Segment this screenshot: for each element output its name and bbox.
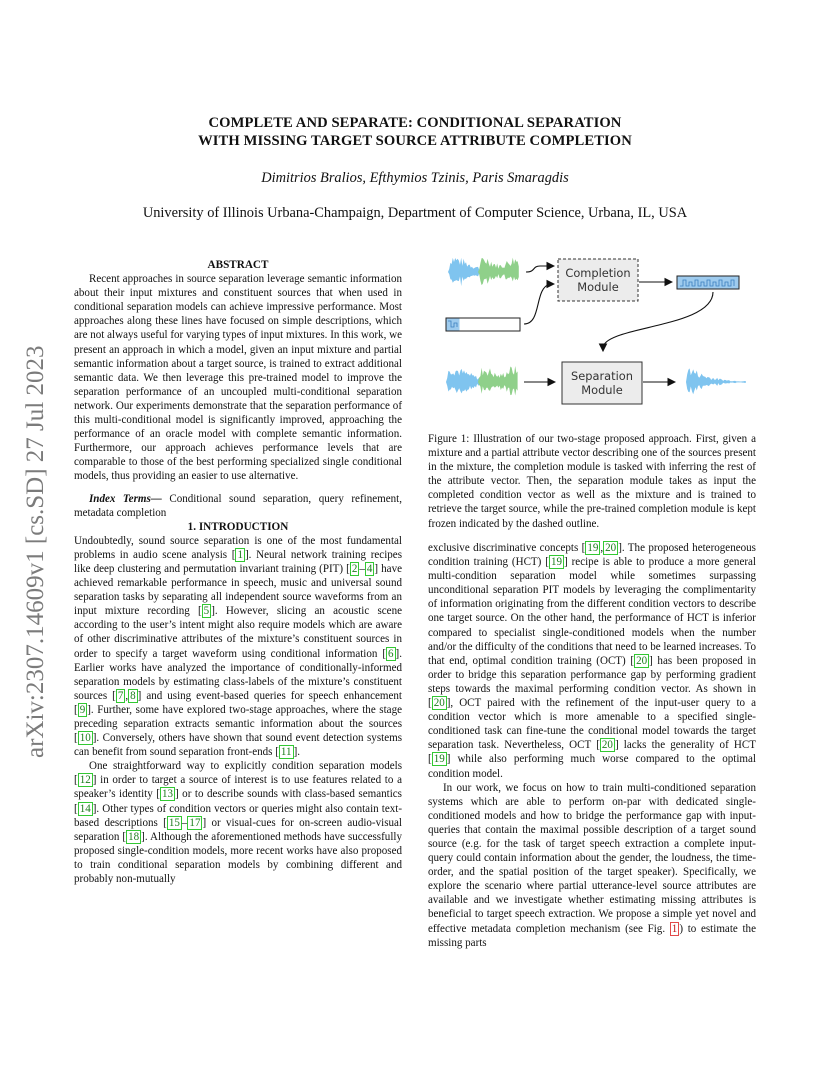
citation-link[interactable]: 19 (550, 556, 563, 569)
citation-link[interactable]: 11 (280, 746, 292, 759)
authors: Dimitrios Bralios, Efthymios Tzinis, Paris Smaragdis (261, 170, 569, 186)
citation-link[interactable]: 20 (636, 654, 648, 667)
citation-link[interactable]: 14 (79, 802, 91, 815)
citation-link[interactable]: 5 (203, 605, 210, 618)
completed-condition-vector-icon (677, 276, 739, 289)
figure-caption: Figure 1: Illustration of our two-stage proposed approach. First, given a mixture and a partial attribute vector describing one of the sources present in the mixture, the completion module is tasked with inferring the rest of the attribute vector. Then, the separation module takes as input the completed condition vector as well as the mixture and is trained to retrieve the target source, while the pre-trained completion module is kept frozen indicated by the dashed outline. (428, 433, 756, 530)
citation-link[interactable]: 18 (128, 830, 140, 843)
citation-link[interactable]: 1 (237, 548, 243, 561)
citation-link[interactable]: 7 (117, 689, 124, 702)
separation-module-label: Separation Module (571, 369, 633, 397)
index-terms (74, 492, 402, 520)
title-line-1: COMPLETE AND SEPARATE: CONDITIONAL SEPARATION (208, 115, 622, 131)
citation-link[interactable]: 9 (79, 703, 86, 716)
citation-link[interactable]: 8 (130, 689, 136, 702)
mixture-waveform-bottom (446, 366, 518, 396)
citation-link[interactable]: 6 (388, 647, 394, 660)
affiliation: University of Illinois Urbana-Champaign, Department of Computer Science, Urbana, IL, USA (142, 205, 688, 221)
index-terms-text: Conditional sound separation, query refinement, metadata completion (74, 492, 402, 519)
right-column (428, 541, 756, 950)
citation-link[interactable]: 17 (189, 816, 201, 829)
figure-reference-link[interactable]: 1 (671, 922, 678, 935)
citation-link[interactable]: 10 (79, 732, 91, 745)
partial-condition-vector-icon (446, 318, 520, 331)
title-line-2: WITH MISSING TARGET SOURCE ATTRIBUTE COMPLETION (198, 133, 632, 149)
intro-paragraph-3: exclusive discriminative concepts [ 19 , 20 ]. The proposed heterogeneous condition training (HCT) [ 19 ] recipe is able to produce a more general multi-condition separation model while sometimes surpassing unconditional separation PIT models by leveraging the complimentarity of information originating from the different condition vectors to describe one target source. On the other hand, the performance of HCT is inferior compared to specialist single-conditioned models when the number and/or the difficulty of the conditions that need to be learned increases. To that end, optimal condition training (OCT) [ 20 ] has been proposed in order to bridge this separation performance gap by performing gradient steps towards the maximal performing condition vector. As shown in [ 20 ], OCT paired with the refinement of the input-user query to a condition vector which is more amenable to a specified single-conditioned task can fine-tune the conditional model towards the target separation task. Nevertheless, OCT [ 20 ] lacks the generality of HCT [ 19 ] while also performing much worse compared to the optimal condition model. (428, 542, 757, 780)
citation-link[interactable]: 15 (168, 816, 180, 829)
abstract-heading: ABSTRACT (207, 259, 269, 271)
intro-paragraph-4: In our work, we focus on how to train multi-conditioned separation systems which are able to perform on-par with dedicated single-conditioned models and how to bridge the performance gap with input-queries that contain the maximal possible description of a target sound source (e.g. for the task of target speech extraction a complete input-query could contain information about the gender, the loudness, the time-order, and the spatial position of the target speaker). Specifically, we explore the scenario where partial utterance-level source attributes are available and we investigate whether estimating missing attributes is beneficial to target speech extraction. We propose a simple yet novel and effective metadata completion mechanism (see Fig. 1 ) to estimate the missing parts (428, 781, 756, 949)
citation-link[interactable]: 4 (366, 562, 373, 575)
mixture-to-completion-arrow (526, 266, 554, 272)
arxiv-side-stamp (14, 298, 54, 758)
figure-1 (428, 248, 756, 433)
left-column (74, 258, 402, 886)
mixture-waveform-top (448, 258, 519, 287)
abstract-text: Recent approaches in source separation leverage semantic information about their input mixtures and constituent sources that when used in conditional separation models can achieve impressive performance. Most approaches along these lines have focused on simple descriptions, which are not always useful for varying types of input mixtures. In this work, we present an approach in which a model, given an input mixture and partial semantic information about a target source, is trained to extract additional semantic data. We then leverage this pre-trained model to improve the separation performance of an uncoupled multi-conditional separation network. Our experiments demonstrate that the separation performance of this multi-conditional model is significantly improved, approaching the performance of an oracle model with complete semantic information. Furthermore, our approach achieves performance levels that are comparable to those of the best performing specialized single conditional models, thus providing an easier to use alternative. (74, 273, 402, 483)
arxiv-identifier: arXiv:2307.14609v1 [cs.SD] 27 Jul 2023 (22, 345, 49, 758)
citation-link[interactable]: 20 (601, 739, 613, 752)
target-source-waveform (686, 368, 746, 394)
citation-link[interactable]: 2 (351, 562, 358, 575)
citation-link[interactable]: 19 (587, 542, 599, 554)
citation-link[interactable]: 20 (433, 697, 445, 710)
intro-paragraph-2: One straightforward way to explicitly condition separation models [ 12 ] in order to target a source of interest is to use features related to a speaker’s identity [ 13 ] or to describe sounds with class-based semantics [ 14 ]. Other types of condition vectors or queries might also contain text-based descriptions [ 15 – 17 ] or visual-cues for on-screen audio-visual separation [ 18 ]. Although the aforementioned methods have successfully proposed single-condition models, more recent works have also proposed to train conditional separation models by combining different and probably non-mutually (74, 760, 402, 886)
citation-link[interactable]: 12 (79, 774, 91, 787)
partial-vector-to-completion-arrow (524, 284, 554, 324)
citation-link[interactable]: 19 (433, 753, 445, 766)
paper-title (110, 114, 720, 150)
citation-link[interactable]: 13 (161, 788, 173, 801)
introduction-heading: 1. INTRODUCTION (187, 520, 289, 533)
index-terms-label: Index Terms— (89, 492, 162, 505)
completion-module-label: Completion Module (565, 266, 631, 294)
intro-paragraph-1: Undoubtedly, sound source separation is one of the most fundamental problems in audio scene analysis [ 1 ]. Neural network training recipes like deep clustering and permutation invariant training (PIT) [ 2 – 4 ] have achieved remarkable performance in speech, music and universal sound separation tasks by separating all independent source waveforms from an input mixture recording [ 5 ]. However, slicing an acoustic scene according to the user’s intent might also require models which are aware of other discriminative attributes of the mixture’s constituent sources in order to specify a target waveform using conditional information [ 6 ]. Earlier works have analyzed the importance of conditionally-informed separation models by estimating class-labels of the mixture’s constituent sources [ 7 , 8 ] and using event-based queries for speech enhancement [ 9 ]. Further, some have explored two-stage approaches, where the stage preceding separation extracts semantic information about the sources [ 10 ]. Conversely, others have shown that sound event detection systems can benefit from sound separation front-ends [ 11 ]. (74, 534, 403, 759)
citation-link[interactable]: 20 (605, 542, 617, 554)
